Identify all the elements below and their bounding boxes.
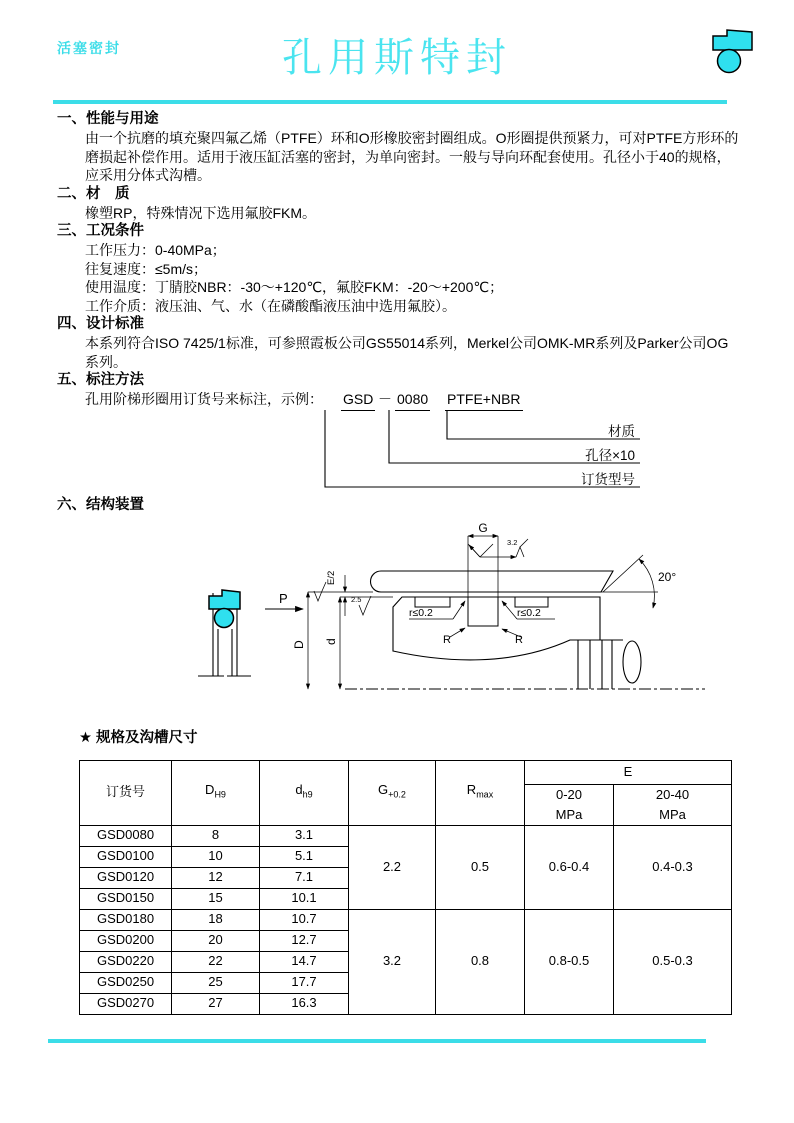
spec-table-body bbox=[80, 825, 732, 1014]
spec-cell: GSD0220 bbox=[80, 951, 172, 972]
g-extension-lines bbox=[468, 536, 498, 597]
section5-heading: 五、标注方法 bbox=[57, 372, 144, 388]
temperature-line: 使用温度：丁腈胶NBR：-30～+120℃，氟胶FKM：-20～+200℃； bbox=[85, 279, 504, 295]
speed-line: 往复速度：≤5m/s； bbox=[85, 260, 208, 277]
spec-cell-merged: 0.5 bbox=[436, 825, 525, 909]
bore-dimension-label: D bbox=[292, 640, 306, 649]
code-size: 0080 bbox=[395, 390, 430, 411]
fillet-leader-left bbox=[450, 628, 465, 637]
spec-cell-merged: 3.2 bbox=[349, 909, 436, 1014]
section2-heading: 二、材 质 bbox=[57, 185, 130, 202]
spec-cell: 17.7 bbox=[260, 972, 349, 993]
spec-cell: 7.1 bbox=[260, 867, 349, 888]
section3-heading: 三、工况条件 bbox=[57, 223, 144, 239]
corner-radius-label-left: r≤0.2 bbox=[409, 607, 433, 619]
spec-cell: GSD0100 bbox=[80, 846, 172, 867]
spec-cell: GSD0180 bbox=[80, 909, 172, 930]
spec-cell: 18 bbox=[172, 909, 260, 930]
order-code-callout-diagram bbox=[57, 410, 740, 496]
callout-label-material: 材质 bbox=[608, 424, 635, 439]
spec-cell: GSD0270 bbox=[80, 993, 172, 1014]
spec-cell: GSD0250 bbox=[80, 972, 172, 993]
cylinder-wall-section bbox=[371, 571, 614, 592]
col-header-G: $G_{+0.2}$ bbox=[349, 760, 436, 825]
col-header-R: $R_{max}$ bbox=[436, 760, 525, 825]
code-prefix: GSD bbox=[341, 390, 375, 411]
working-pressure-line: 工作压力：0-40MPa； bbox=[85, 242, 226, 258]
section2-body: 橡塑RP，特殊情况下选用氟胶FKM。 bbox=[85, 204, 316, 221]
seal-ring-shape bbox=[713, 30, 752, 50]
spec-cell: 16.3 bbox=[260, 993, 349, 1014]
corner-radius-leader-left bbox=[453, 601, 465, 619]
o-ring bbox=[215, 609, 234, 628]
spec-cell: GSD0120 bbox=[80, 867, 172, 888]
col-header-d: $d_{h9}$ bbox=[260, 760, 349, 825]
fillet-label-right: R bbox=[515, 634, 523, 646]
seal-cross-section-drawing bbox=[198, 590, 251, 676]
spec-table bbox=[79, 760, 732, 1015]
col-header-E-low: 0-20 MPa bbox=[525, 784, 614, 825]
pressure-label: P bbox=[279, 591, 288, 606]
roughness-symbol-top bbox=[516, 539, 528, 557]
spec-cell-merged: 0.4-0.3 bbox=[614, 825, 732, 909]
col-header-D: $D_{H9}$ bbox=[172, 760, 260, 825]
spec-cell: 3.1 bbox=[260, 825, 349, 846]
fillet-leader-right bbox=[502, 629, 521, 637]
col-header-E: E bbox=[525, 760, 732, 784]
order-code-example bbox=[85, 390, 740, 410]
spec-cell: 10.7 bbox=[260, 909, 349, 930]
o-ring-shape bbox=[718, 50, 741, 73]
angle-label: 20° bbox=[658, 570, 677, 584]
section1-heading: 一、性能与用途 bbox=[57, 111, 159, 127]
spec-cell: 12.7 bbox=[260, 930, 349, 951]
spec-cell: 22 bbox=[172, 951, 260, 972]
section4-heading: 四、设计标准 bbox=[57, 316, 144, 332]
page-title: 孔用斯特封 bbox=[282, 35, 512, 80]
groove-land-right bbox=[515, 597, 548, 607]
spec-cell: GSD0080 bbox=[80, 825, 172, 846]
code-material: PTFE+NBR bbox=[445, 390, 523, 411]
rod-break-end bbox=[623, 641, 641, 683]
section4-body: 本系列符合ISO 7425/1标准，可参照霞板公司GS55014系列，Merkel公司OMK-MR系列及Parker公司OG系列。 bbox=[85, 335, 729, 370]
spec-cell-merged: 0.6-0.4 bbox=[525, 825, 614, 909]
spec-cell-merged: 0.5-0.3 bbox=[614, 909, 732, 1014]
spec-cell: GSD0200 bbox=[80, 930, 172, 951]
spec-cell: 10.1 bbox=[260, 888, 349, 909]
spec-cell: 25 bbox=[172, 972, 260, 993]
roughness-value-top: 3.2 bbox=[507, 538, 518, 547]
rod-lines bbox=[570, 640, 623, 689]
document-body bbox=[57, 110, 740, 1015]
structure-diagram bbox=[57, 519, 740, 719]
spec-cell: 14.7 bbox=[260, 951, 349, 972]
spec-cell-merged: 0.8 bbox=[436, 909, 525, 1014]
g-dimension-label: G bbox=[478, 521, 488, 535]
header-divider bbox=[53, 100, 727, 104]
callout-label-order: 订货型号 bbox=[581, 472, 635, 487]
spec-cell: 10 bbox=[172, 846, 260, 867]
col-header-order-no: 订货号 bbox=[80, 760, 172, 825]
spec-cell: 5.1 bbox=[260, 846, 349, 867]
spec-row bbox=[80, 909, 732, 930]
col-header-E-high: 20-40 MPa bbox=[614, 784, 732, 825]
spec-cell-merged: 2.2 bbox=[349, 825, 436, 909]
fillet-label-left: R bbox=[443, 634, 451, 646]
ptfe-step-ring bbox=[209, 590, 240, 609]
corner-radius-label-right: r≤0.2 bbox=[517, 607, 541, 619]
section1-body: 由一个抗磨的填充聚四氟乙烯（PTFE）环和O形橡胶密封圈组成。O形圈提供预紧力，可对PTFE方形环的磨损起补偿作用。适用于液压缸活塞的密封，为单向密封。一般与导向环配套使用。孔径小于40的规格，应采用分体式沟槽。 bbox=[85, 130, 739, 183]
spec-cell: 15 bbox=[172, 888, 260, 909]
e-half-label: E/2 bbox=[326, 570, 337, 585]
spec-cell: 8 bbox=[172, 825, 260, 846]
roughness-value-mid: 2.5 bbox=[351, 595, 362, 604]
seal-logo-icon bbox=[706, 26, 758, 74]
spec-cell-merged: 0.8-0.5 bbox=[525, 909, 614, 1014]
groove-land-left bbox=[415, 597, 450, 607]
example-intro: 孔用阶梯形圈用订货号来标注，示例： bbox=[85, 391, 323, 407]
medium-line: 工作介质：液压油、气、水（在磷酸酯液压油中选用氟胶）。 bbox=[85, 297, 456, 314]
footer-divider bbox=[48, 1039, 706, 1043]
roughness-symbol-left bbox=[314, 582, 326, 601]
code-dash: － bbox=[378, 391, 392, 407]
spec-row bbox=[80, 825, 732, 846]
rod-dimension-label: d bbox=[324, 638, 338, 645]
callout-label-bore: 孔径×10 bbox=[585, 448, 635, 463]
spec-cell: GSD0150 bbox=[80, 888, 172, 909]
seal-groove bbox=[468, 597, 498, 626]
section6-heading: 六、结构装置 bbox=[57, 497, 144, 513]
spec-cell: 12 bbox=[172, 867, 260, 888]
category-label: 活塞密封 bbox=[57, 40, 121, 56]
spec-table-header bbox=[80, 760, 732, 825]
spec-table-title: ★ 规格及沟槽尺寸 bbox=[79, 730, 198, 746]
angle-arc bbox=[639, 559, 654, 608]
spec-cell: 27 bbox=[172, 993, 260, 1014]
spec-cell: 20 bbox=[172, 930, 260, 951]
